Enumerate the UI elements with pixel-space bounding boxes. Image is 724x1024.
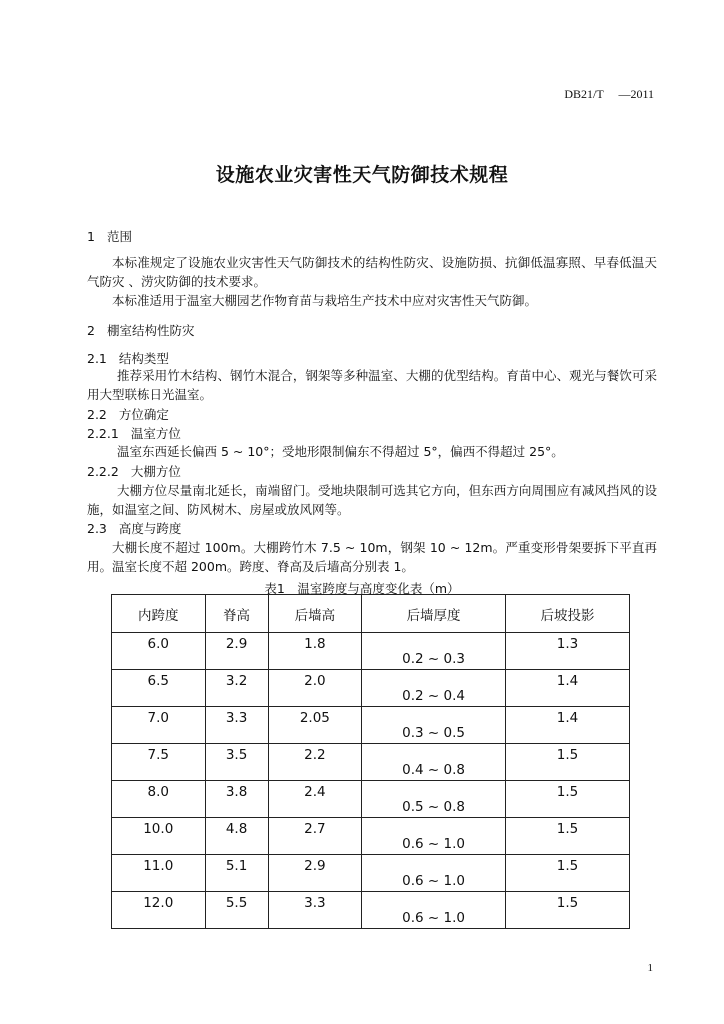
table-cell: 1.5 bbox=[506, 855, 630, 892]
table-cell: 1.5 bbox=[506, 818, 630, 855]
table-cell: 1.3 bbox=[506, 633, 630, 670]
table-cell: 0.6 ~ 1.0 bbox=[362, 818, 506, 855]
table-row bbox=[112, 818, 630, 855]
table-cell: 2.2 bbox=[268, 744, 362, 781]
table-cell: 8.0 bbox=[112, 781, 206, 818]
section-heading-2-2-2 bbox=[87, 462, 181, 480]
paragraph-scope-2: 本标准适用于温室大棚园艺作物育苗与栽培生产技术中应对灾害性天气防御。 bbox=[112, 293, 538, 308]
table-cell: 5.1 bbox=[205, 855, 268, 892]
section-number: 1 bbox=[87, 229, 95, 244]
section-number: 2.2.1 bbox=[87, 426, 119, 441]
section-number: 2.2 bbox=[87, 407, 107, 422]
table-cell: 0.2 ~ 0.3 bbox=[362, 633, 506, 670]
page-header bbox=[564, 87, 654, 102]
table-cell: 1.4 bbox=[506, 707, 630, 744]
table-cell: 7.0 bbox=[112, 707, 206, 744]
table-cell: 3.3 bbox=[205, 707, 268, 744]
column-header: 内跨度 bbox=[112, 595, 206, 633]
table-cell: 3.8 bbox=[205, 781, 268, 818]
table-cell: 2.05 bbox=[268, 707, 362, 744]
table-header-row bbox=[112, 595, 630, 633]
table-cell: 1.5 bbox=[506, 781, 630, 818]
table-row bbox=[112, 633, 630, 670]
table-cell: 2.9 bbox=[205, 633, 268, 670]
paragraph-height-span: 大棚长度不超过 100m。大棚跨竹木 7.5 ~ 10m，钢架 10 ~ 12m。严重变形骨架要拆下平直再用。温室长度不超 200m。跨度、脊高及后墙高分别表 1。 bbox=[87, 540, 657, 574]
column-header: 后墙高 bbox=[268, 595, 362, 633]
table-row bbox=[112, 670, 630, 707]
table-caption: 表1 温室跨度与高度变化表（m） bbox=[264, 581, 460, 596]
table-cell: 0.2 ~ 0.4 bbox=[362, 670, 506, 707]
section-heading-2 bbox=[87, 321, 194, 339]
table-row bbox=[112, 892, 630, 929]
section-heading-2-1 bbox=[87, 349, 169, 367]
table-cell: 0.4 ~ 0.8 bbox=[362, 744, 506, 781]
section-number: 2.1 bbox=[87, 351, 107, 366]
section-title: 棚室结构性防灾 bbox=[106, 323, 195, 338]
page-number: 1 bbox=[647, 962, 653, 974]
section-title: 结构类型 bbox=[118, 351, 169, 366]
paragraph-greenhouse-orientation: 温室东西延长偏西 5 ~ 10°；受地形限制偏东不得超过 5°，偏西不得超过 25°。 bbox=[117, 444, 564, 459]
table-cell: 1.8 bbox=[268, 633, 362, 670]
table-row bbox=[112, 744, 630, 781]
section-title: 方位确定 bbox=[118, 407, 169, 422]
table-cell: 2.4 bbox=[268, 781, 362, 818]
paragraph-structure: 推荐采用竹木结构、钢竹木混合，钢架等多种温室、大棚的优型结构。育苗中心、观光与餐饮可采用大型联栋日光温室。 bbox=[87, 368, 657, 402]
table-cell: 3.5 bbox=[205, 744, 268, 781]
table-cell: 2.0 bbox=[268, 670, 362, 707]
table-cell: 4.8 bbox=[205, 818, 268, 855]
table-cell: 10.0 bbox=[112, 818, 206, 855]
table-cell: 0.3 ~ 0.5 bbox=[362, 707, 506, 744]
column-header: 脊高 bbox=[205, 595, 268, 633]
section-number: 2.3 bbox=[87, 521, 107, 536]
column-header: 后坡投影 bbox=[506, 595, 630, 633]
section-title: 范围 bbox=[106, 229, 132, 244]
paragraph-tunnel-orientation: 大棚方位尽量南北延长，南端留门。受地块限制可选其它方向，但东西方向周围应有减风挡风的设施，如温室之间、防风树木、房屋或放风网等。 bbox=[87, 483, 657, 517]
document-title: 设施农业灾害性天气防御技术规程 bbox=[215, 164, 509, 186]
table-cell: 0.6 ~ 1.0 bbox=[362, 892, 506, 929]
paragraph-scope-1: 本标准规定了设施农业灾害性天气防御技术的结构性防灾、设施防损、抗御低温寡照、早春低温天气防灾 、涝灾防御的技术要求。 bbox=[87, 255, 657, 289]
section-heading-2-2-1 bbox=[87, 424, 181, 442]
section-number: 2.2.2 bbox=[87, 464, 119, 479]
table-cell: 6.0 bbox=[112, 633, 206, 670]
section-heading-2-3 bbox=[87, 519, 181, 537]
greenhouse-dimension-table bbox=[111, 594, 630, 929]
table-cell: 11.0 bbox=[112, 855, 206, 892]
table-cell: 2.9 bbox=[268, 855, 362, 892]
table-cell: 2.7 bbox=[268, 818, 362, 855]
section-number: 2 bbox=[87, 323, 95, 338]
table-cell: 1.4 bbox=[506, 670, 630, 707]
table-cell: 1.5 bbox=[506, 744, 630, 781]
section-title: 大棚方位 bbox=[130, 464, 181, 479]
table-row bbox=[112, 855, 630, 892]
table-cell: 3.3 bbox=[268, 892, 362, 929]
table-cell: 0.5 ~ 0.8 bbox=[362, 781, 506, 818]
section-title: 高度与跨度 bbox=[118, 521, 182, 536]
standard-code: DB21/T bbox=[564, 87, 604, 101]
section-title: 温室方位 bbox=[130, 426, 181, 441]
table-cell: 5.5 bbox=[205, 892, 268, 929]
table-cell: 1.5 bbox=[506, 892, 630, 929]
table-cell: 6.5 bbox=[112, 670, 206, 707]
table-cell: 3.2 bbox=[205, 670, 268, 707]
table-cell: 12.0 bbox=[112, 892, 206, 929]
table-cell: 0.6 ~ 1.0 bbox=[362, 855, 506, 892]
table-cell: 7.5 bbox=[112, 744, 206, 781]
section-heading-2-2 bbox=[87, 405, 169, 423]
table-row bbox=[112, 707, 630, 744]
table-row bbox=[112, 781, 630, 818]
column-header: 后墙厚度 bbox=[362, 595, 506, 633]
standard-year: —2011 bbox=[618, 87, 654, 101]
section-heading-1 bbox=[87, 227, 132, 245]
